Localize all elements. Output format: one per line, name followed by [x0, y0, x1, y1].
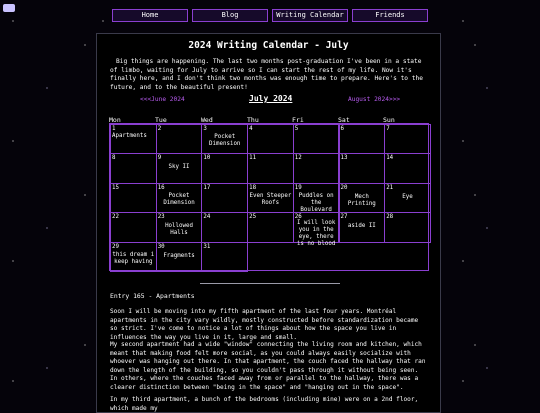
calendar-day-cell[interactable] — [156, 242, 203, 272]
weekday-tue: Tue — [155, 116, 167, 124]
calendar-day-cell[interactable] — [293, 183, 340, 213]
calendar-day-number: 8 — [112, 155, 116, 162]
next-month-link[interactable]: August 2024>>> — [348, 96, 401, 103]
calendar-day-cell — [247, 124, 294, 154]
calendar-day-number: 12 — [294, 155, 302, 162]
calendar-day-number: 1 — [112, 126, 116, 132]
calendar-event-link[interactable]: Eye — [402, 193, 413, 200]
calendar-day-number: 30 — [157, 243, 165, 250]
weekday-sun: Sun — [383, 116, 395, 124]
calendar-day-cell[interactable] — [156, 183, 203, 213]
entry-paragraph: Soon I will be moving into my fifth apartment of the last four years. Montréal apartments in the city vary wildly, mostly constructed before standardization became so strict. I've come to notice a lot of things about how the space you live in influences the way you live in it, large and small. — [110, 308, 419, 341]
calendar-day-number: 28 — [386, 214, 394, 221]
calendar-day-number: 19 — [294, 184, 302, 191]
calendar-event-link[interactable]: this dream i keep having — [112, 251, 155, 265]
calendar-day-cell[interactable] — [339, 183, 386, 213]
calendar-day-number: 25 — [249, 214, 257, 221]
calendar-day-cell — [384, 153, 431, 183]
page-title: 2024 Writing Calendar - July — [188, 40, 349, 51]
calendar-day-cell — [201, 153, 248, 183]
calendar-day-number: 17 — [203, 184, 211, 191]
calendar-event-link[interactable]: Hollowed Halls — [165, 223, 193, 237]
calendar-day-number: 21 — [386, 184, 394, 191]
calendar-event-link[interactable]: Puddles on the Boulevard — [298, 192, 334, 213]
intro-paragraph: Big things are happening. The last two months post-graduation I've been in a state of limbo, waiting for July to arrive so I can start the rest of my life. Now it's finally here, and I don't think two months was enough time to prepare. Here's to the future, and to the beautiful present! — [110, 58, 423, 91]
previous-month-link[interactable]: <<<June 2024 — [140, 96, 185, 103]
calendar-day-number: 16 — [157, 184, 165, 191]
calendar-day-cell — [110, 212, 157, 242]
calendar-event-link[interactable]: Pocket Dimension — [209, 134, 241, 147]
calendar-day-number: 9 — [157, 155, 162, 162]
calendar-day-number: 18 — [249, 184, 257, 191]
calendar-day-number: 4 — [249, 126, 253, 132]
calendar-day-number: 22 — [112, 214, 119, 221]
calendar-day-cell — [201, 183, 248, 213]
calendar-day-number: 23 — [157, 214, 165, 221]
top-navigation — [112, 9, 428, 22]
calendar-day-cell[interactable] — [110, 124, 157, 154]
calendar-day-cell[interactable] — [247, 183, 294, 213]
nav-friends-button[interactable]: Friends — [352, 9, 428, 22]
calendar-event-link[interactable]: Fragments — [163, 252, 195, 259]
calendar-day-cell — [247, 153, 294, 183]
current-month-label: July 2024 — [249, 94, 293, 103]
entry-heading: Entry 165 - Apartments — [110, 292, 195, 300]
entry-paragraph: My second apartment had a wide "window" connecting the living room and kitchen, which meant that making food felt more social, as you could always easily socialize with whoever was hanging out there. In that apartment, the couch faced the hallway that ran down the length of the building, so you couldn't pass through it without being seen. In others, where the couches faced away from or parallel to the hallway, there was a clearer distinction between "being in the space" and "hanging out in the space". — [110, 341, 426, 391]
calendar-day-number: 3 — [203, 126, 207, 132]
calendar-day-number: 14 — [386, 155, 394, 162]
weekday-wed: Wed — [201, 116, 213, 124]
calendar-day-number: 10 — [203, 155, 211, 162]
calendar-day-number: 27 — [340, 214, 348, 221]
calendar-day-number: 20 — [340, 184, 348, 191]
calendar-day-number: 13 — [340, 155, 348, 162]
calendar-event-link[interactable]: Apartments — [112, 133, 147, 139]
calendar-day-number: 5 — [294, 126, 299, 132]
calendar-day-number: 31 — [203, 243, 211, 250]
calendar-day-number: 11 — [249, 155, 257, 162]
calendar-event-link[interactable]: Even Steeper Roofs — [249, 192, 292, 206]
calendar-event-link[interactable]: Pocket Dimension — [163, 192, 195, 206]
weekday-mon: Mon — [109, 116, 121, 124]
calendar-day-cell[interactable] — [339, 212, 386, 242]
calendar-day-cell[interactable] — [201, 124, 248, 154]
calendar-day-cell — [339, 153, 386, 183]
month-navigation — [108, 94, 430, 106]
calendar-day-number: 26 — [294, 214, 302, 221]
calendar-day-number: 24 — [203, 214, 211, 221]
calendar-grid — [109, 123, 429, 271]
calendar-day-cell — [201, 212, 248, 242]
calendar-day-number: 29 — [112, 243, 119, 250]
calendar-day-cell[interactable] — [156, 212, 203, 242]
calendar-day-cell[interactable] — [156, 153, 203, 183]
weekday-sat: Sat — [338, 116, 350, 124]
calendar-day-number: 7 — [386, 126, 390, 132]
calendar-event-link[interactable]: I will look you in the eye, there is no blood — [296, 220, 336, 248]
calendar-day-number: 15 — [112, 184, 119, 191]
calendar-day-cell — [156, 124, 203, 154]
calendar-day-cell — [110, 183, 157, 213]
section-divider — [200, 283, 340, 284]
calendar-event-link[interactable]: Sky II — [168, 164, 190, 171]
calendar-day-cell — [110, 153, 157, 183]
calendar-day-cell — [247, 212, 294, 242]
calendar-day-cell[interactable] — [293, 212, 340, 248]
calendar-day-cell — [339, 124, 386, 154]
calendar-day-cell[interactable] — [110, 242, 157, 272]
nav-home-button[interactable]: Home — [112, 9, 188, 22]
calendar-day-number: 6 — [340, 126, 344, 132]
nav-writing-calendar-button[interactable]: Writing Calendar — [272, 9, 348, 22]
calendar-day-number: 2 — [157, 126, 162, 132]
site-logo-icon[interactable] — [3, 4, 15, 12]
calendar-day-cell — [384, 124, 431, 154]
calendar-day-cell — [201, 242, 248, 272]
weekday-fri: Fri — [292, 116, 304, 124]
calendar-day-cell — [384, 212, 431, 242]
calendar-event-link[interactable]: aside II — [347, 223, 376, 230]
nav-blog-button[interactable]: Blog — [192, 9, 268, 22]
calendar-event-link[interactable]: Mech Printing — [347, 193, 376, 207]
calendar-day-cell — [293, 124, 340, 154]
calendar-day-cell — [293, 153, 340, 183]
entry-paragraph: In my third apartment, a bunch of the bedrooms (including mine) were on a 2nd floor, which made my — [110, 396, 419, 412]
calendar-day-cell[interactable] — [384, 183, 431, 213]
weekday-thu: Thu — [247, 116, 259, 124]
